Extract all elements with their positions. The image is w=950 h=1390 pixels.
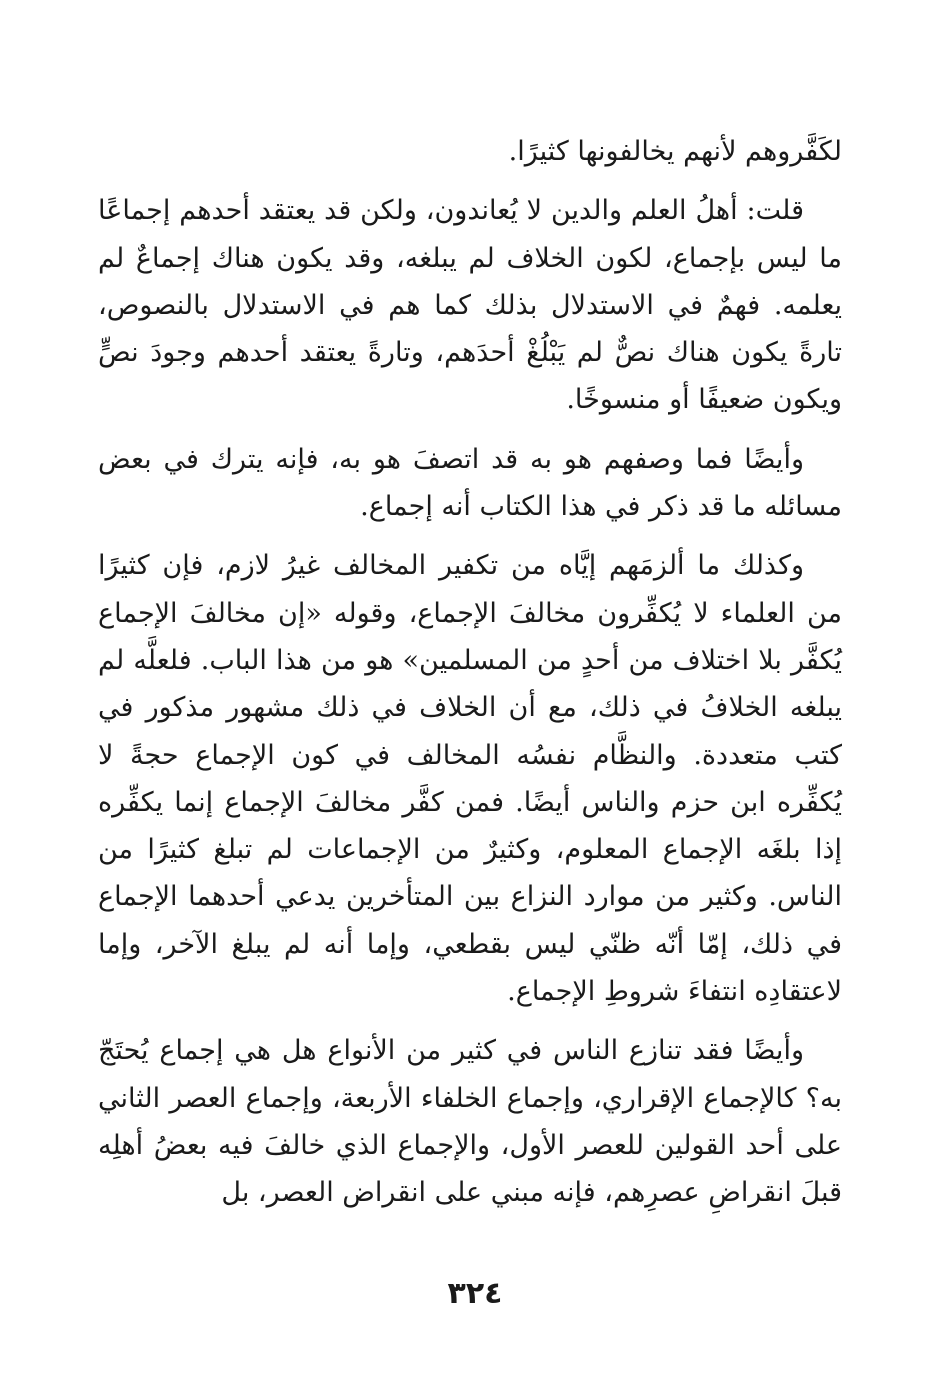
body-text: [98, 128, 842, 1229]
page-number: ٣٢٤: [447, 1276, 503, 1311]
paragraph-continuation: لكَفَّروهم لأنهم يخالفونها كثيرًا.: [508, 136, 842, 167]
paragraph-2: وأيضًا فما وصفهم هو به قد اتصفَ هو به، فإنه يترك في بعض مسائله ما قد ذكر في هذا الكتاب أنه إجماع.: [98, 443, 842, 523]
paragraph-1: قلت: أهلُ العلم والدين لا يُعاندون، ولكن قد يعتقد أحدهم إجماعًا ما ليس بإجماع، لكون الخلاف لم يبلغه، وقد يكون هناك إجماعٌ لم يعلمه. فهمٌ في الاستدلال بذلك كما هم في الاستدلال بالنصوص، تارةً يكون هناك نصٌّ لم يَبْلُغْ أحدَهم، وتارةً يعتقد أحدهم وجودَ نصٍّ ويكون ضعيفًا أو منسوخًا.: [98, 195, 842, 416]
paragraph-4: وأيضًا فقد تنازع الناس في كثير من الأنواع هل هي إجماع يُحتَجّ به؟ كالإجماع الإقراري، وإجماع الخلفاء الأربعة، وإجماع العصر الثاني على أحد القولين للعصر الأول، والإجماع الذي خالفَ فيه بعضُ أهلِه قبلَ انقراضِ عصرِهم، فإنه مبني على انقراض العصر، بل: [98, 1035, 842, 1209]
paragraph-3: وكذلك ما ألزمَهم إيَّاه من تكفير المخالف غيرُ لازم، فإن كثيرًا من العلماء لا يُكفِّرون مخالفَ الإجماع، وقوله «إن مخالفَ الإجماع يُكفَّر بلا اختلاف من أحدٍ من المسلمين» هو من هذا الباب. فلعلَّه لم يبلغه الخلافُ في ذلك، مع أن الخلاف في ذلك مشهور مذكور في كتب متعددة. والنظَّام نفسُه المخالف في كون الإجماع حجةً لا يُكفِّره ابن حزم والناس أيضًا. فمن كفَّر مخالفَ الإجماع إنما يكفِّره إذا بلغَه الإجماع المعلوم، وكثيرٌ من الإجماعات لم تبلغ كثيرًا من الناس. وكثير من موارد النزاع بين المتأخرين يدعي أحدهما الإجماع في ذلك، إمّا أنّه ظنّي ليس بقطعي، وإما أنه لم يبلغ الآخر، وإما لاعتقادِه انتفاءَ شروطِ الإجماع.: [98, 550, 842, 1008]
